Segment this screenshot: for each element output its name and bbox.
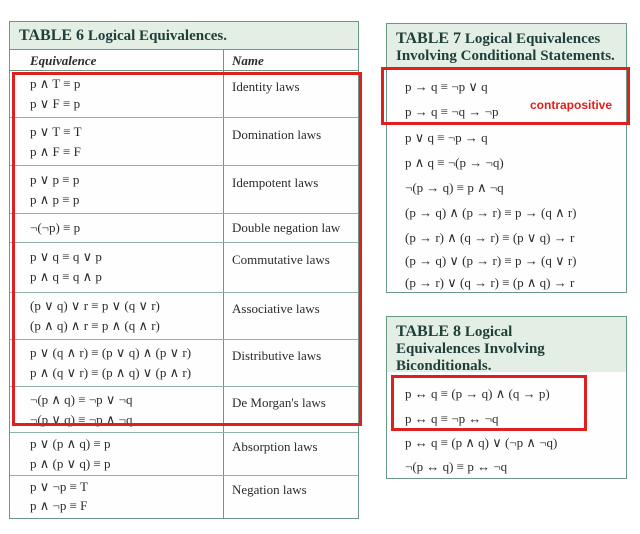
law-name: Idempotent laws [232,175,319,190]
equivalence-line: p ∧ F ≡ F [30,144,81,159]
law-name: Double negation law [232,220,341,235]
equivalence-line: (p → r) ∧ (q → r) ≡ (p ∨ q) → r [405,230,575,245]
equivalence-line: p ∧ (q ∨ r) ≡ (p ∧ q) ∨ (p ∧ r) [30,365,192,380]
highlight-box-table-8 [391,375,587,431]
equivalence-line: ¬(¬p) ≡ p [30,220,81,235]
equivalence-line: p ∨ q ≡ ¬p → q [405,130,488,145]
table-6-header [10,49,358,71]
equivalence-line: (p → q) ∨ (p → r) ≡ p → (q ∨ r) [405,253,577,268]
table-8-title-line: Logical [464,324,513,340]
table-7-title-line: Involving Conditional Statements. [396,48,615,64]
equivalence-line: p → q ≡ ¬q → ¬p [405,104,499,119]
equivalence-line: p ∧ p ≡ p [30,192,80,207]
table-row [10,433,358,476]
equivalence-line: p ∨ F ≡ p [30,96,81,111]
equivalence-line: p ∨ T ≡ T [30,124,82,139]
table-8-title-line: Biconditionals. [396,358,492,374]
equivalence-line: ¬(p ∧ q) ≡ ¬p ∨ ¬q [30,392,133,407]
equivalence-line: p ∨ (q ∧ r) ≡ (p ∨ q) ∧ (p ∨ r) [30,345,192,360]
equivalence-line: ¬(p ∨ q) ≡ ¬p ∧ ¬q [30,412,133,427]
contrapositive-annotation: contrapositive [530,98,613,112]
table-8-caption [387,317,626,372]
table-6-caption [10,22,358,49]
law-name: Commutative laws [232,252,330,267]
equivalence-line: p ↔ q ≡ (p → q) ∧ (q → p) [405,386,550,401]
law-name: De Morgan's laws [232,395,326,410]
table-7-caption [387,24,626,69]
table-8-number: TABLE 8 [396,323,462,340]
table-7-number: TABLE 7 [396,30,462,47]
equivalence-line: p ∧ q ≡ ¬(p → ¬q) [405,155,504,170]
table-6-title: Logical Equivalences. [87,28,227,44]
highlight-box-table-6 [12,72,362,426]
equivalence-line: p ∧ q ≡ q ∧ p [30,269,102,284]
equivalence-line: p ∨ q ≡ q ∨ p [30,249,102,264]
law-name: Absorption laws [232,439,318,454]
equivalence-line: p ∨ p ≡ p [30,172,80,187]
column-name-header: Name [232,53,264,68]
law-name: Identity laws [232,79,300,94]
equivalence-line: (p → r) ∨ (q → r) ≡ (p ∧ q) → r [405,275,575,290]
column-equivalence-header: Equivalence [30,53,97,68]
equivalence-line: ¬(p ↔ q) ≡ p ↔ ¬q [405,459,508,474]
equivalence-line: ¬(p → q) ≡ p ∧ ¬q [405,180,504,195]
law-name: Associative laws [232,301,320,316]
table-8-title-line: Equivalences Involving [396,341,545,357]
table-row [10,476,358,517]
table-6-number: TABLE 6 [19,27,85,44]
equivalence-line: (p ∧ q) ∧ r ≡ p ∧ (q ∧ r) [30,318,160,333]
equivalence-line: p → q ≡ ¬p ∨ q [405,79,488,94]
equivalence-line: p ∧ (p ∨ q) ≡ p [30,456,111,471]
equivalence-line: p ∧ T ≡ p [30,76,81,91]
equivalence-line: p ↔ q ≡ ¬p ↔ ¬q [405,411,499,426]
highlight-box-table-7 [381,67,630,125]
table-7-title-line: Logical Equivalences [464,31,601,47]
equivalence-line: p ∧ ¬p ≡ F [30,498,88,513]
equivalence-line: (p ∨ q) ∨ r ≡ p ∨ (q ∨ r) [30,298,160,313]
equivalence-line: (p → q) ∧ (p → r) ≡ p → (q ∧ r) [405,205,577,220]
equivalence-line: p ∨ ¬p ≡ T [30,479,88,494]
equivalence-line: p ∨ (p ∧ q) ≡ p [30,436,111,451]
law-name: Negation laws [232,482,307,497]
equivalence-line: p ↔ q ≡ (p ∧ q) ∨ (¬p ∧ ¬q) [405,435,558,450]
law-name: Domination laws [232,127,322,142]
table-7 [386,23,627,293]
law-name: Distributive laws [232,348,322,363]
